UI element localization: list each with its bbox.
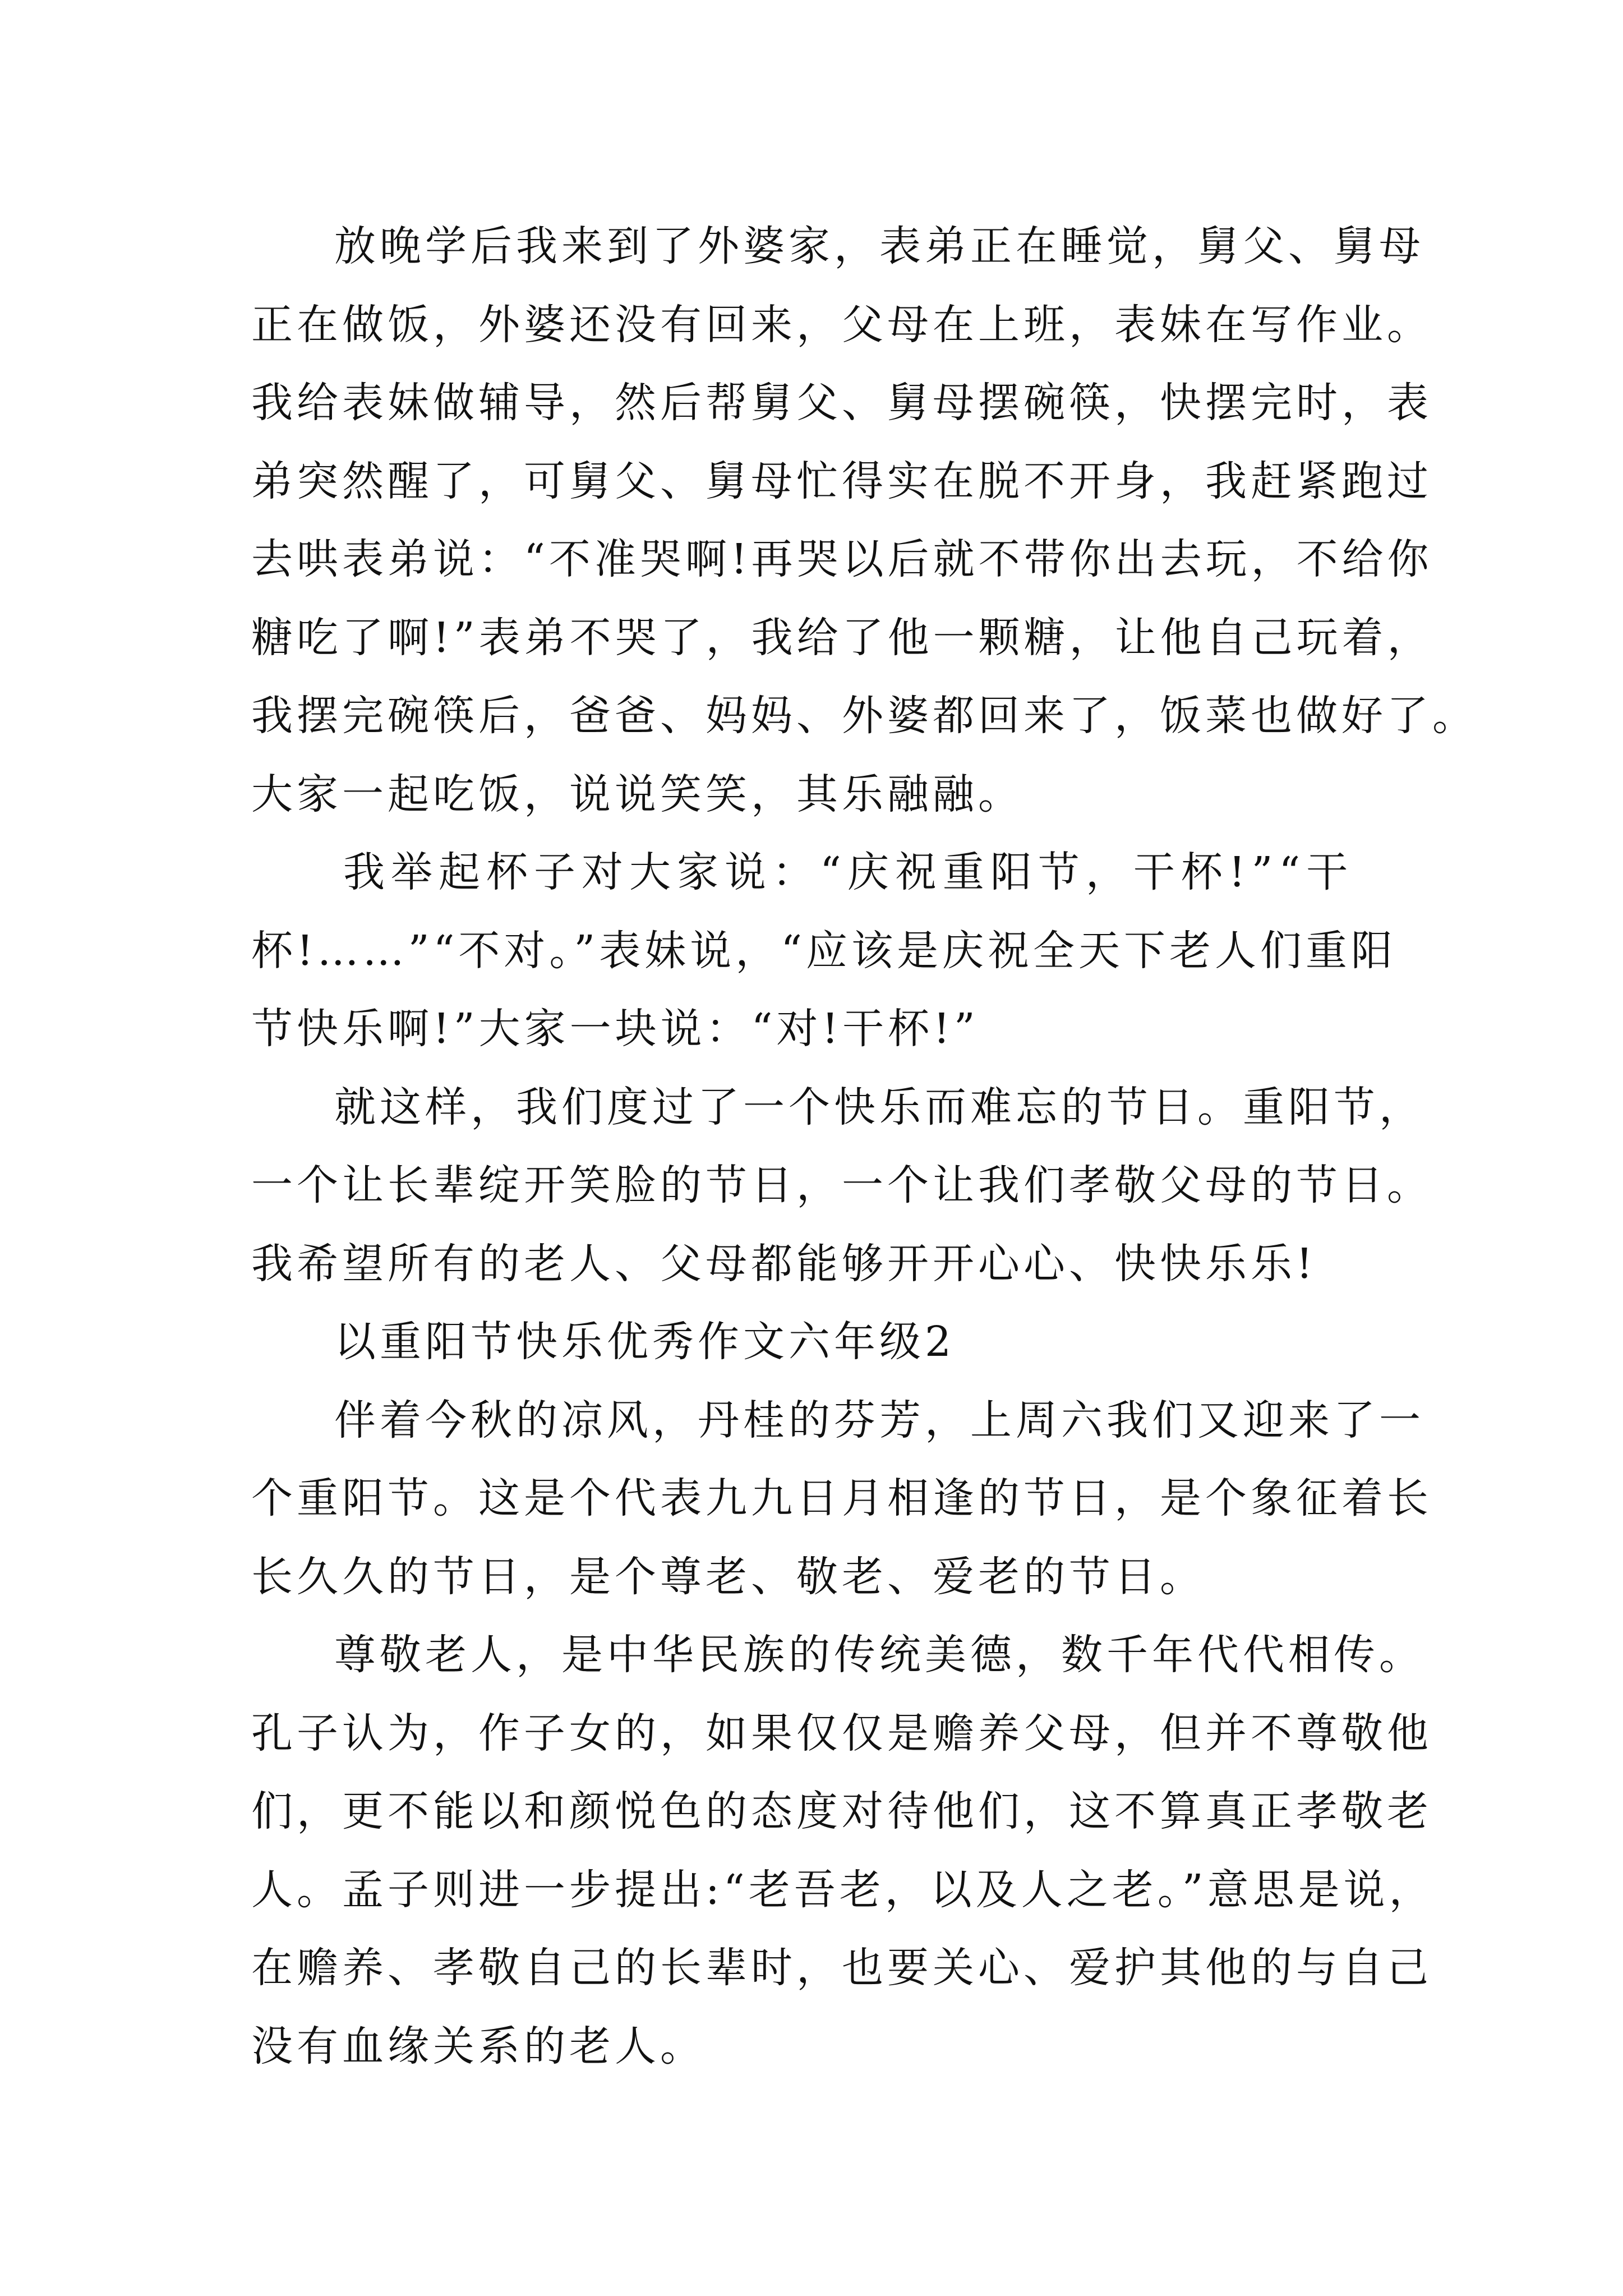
text-line: 去哄表弟说：“不准哭啊!再哭以后就不带你出去玩，不给你: [251, 535, 1433, 583]
text-line: 节快乐啊!”大家一块说：“对!干杯!”: [251, 1005, 979, 1053]
text-line: 杯!……”“不对。”表妹说，“应该是庆祝全天下老人们重阳: [251, 926, 1397, 975]
text-line: 们，更不能以和颜悦色的态度对待他们，这不算真正孝敬老: [251, 1787, 1432, 1835]
text-line: 糖吃了啊!”表弟不哭了，我给了他一颗糖，让他自己玩着，: [251, 613, 1433, 662]
text-line: 我摆完碗筷后，爸爸、妈妈、外婆都回来了，饭菜也做好了。: [251, 692, 1478, 740]
text-line: 就这样，我们度过了一个快乐而难忘的节日。重阳节，: [334, 1083, 1424, 1131]
paragraph-visit-grandma: [251, 208, 1478, 834]
paragraph-toast: [251, 834, 1440, 1069]
essay-body: [251, 208, 1478, 2086]
text-line: 一个让长辈绽开笑脸的节日，一个让我们孝敬父母的节日。: [251, 1161, 1432, 1209]
text-line: 没有血缘关系的老人。: [251, 2022, 706, 2070]
text-line: 孔子认为，作子女的，如果仅仅是赡养父母，但并不尊敬他: [251, 1709, 1432, 1757]
text-line: 伴着今秋的凉风，丹桂的芬芳，上周六我们又迎来了一: [334, 1396, 1424, 1444]
text-line: 我举起杯子对大家说：“庆祝重阳节，干杯!”“干: [343, 848, 1354, 896]
paragraph-conclusion: [251, 1069, 1440, 1304]
paragraph-autumn: [251, 1382, 1440, 1617]
text-line: 个重阳节。这是个代表九九日月相逢的节日，是个象征着长: [251, 1474, 1432, 1522]
text-line: 在赡养、孝敬自己的长辈时，也要关心、爱护其他的与自己: [251, 1944, 1432, 1992]
text-line: 正在做饭，外婆还没有回来，父母在上班，表妹在写作业。: [251, 300, 1432, 349]
title-line: 以重阳节快乐优秀作文六年级2: [334, 1318, 956, 1366]
text-line: 尊敬老人，是中华民族的传统美德，数千年代代相传。: [334, 1631, 1424, 1679]
essay-title: [251, 1303, 1440, 1382]
text-line: 我给表妹做辅导，然后帮舅父、舅母摆碗筷，快摆完时，表: [251, 379, 1432, 427]
paragraph-respect-elders: [251, 1616, 1440, 2086]
text-line: 大家一起吃饭，说说笑笑，其乐融融。: [251, 770, 1023, 818]
text-line: 弟突然醒了，可舅父、舅母忙得实在脱不开身，我赶紧跑过: [251, 457, 1432, 505]
text-line: 我希望所有的老人、父母都能够开开心心、快快乐乐!: [251, 1239, 1317, 1288]
text-line: 人。孟子则进一步提出:“老吾老，以及人之老。”意思是说，: [251, 1865, 1435, 1914]
text-line: 放晚学后我来到了外婆家，表弟正在睡觉，舅父、舅母: [334, 222, 1424, 270]
text-line: 长久久的节日，是个尊老、敬老、爱老的节日。: [251, 1552, 1205, 1601]
